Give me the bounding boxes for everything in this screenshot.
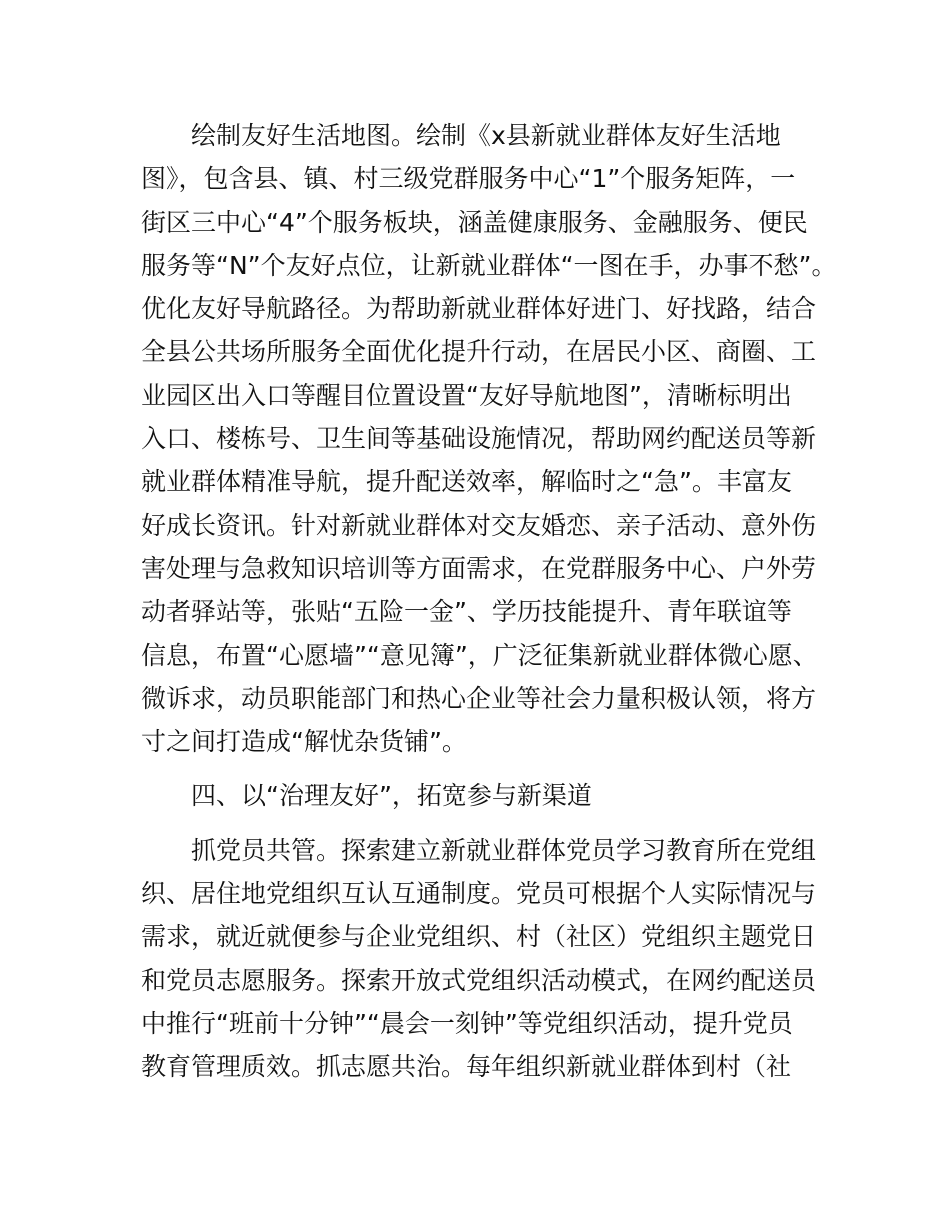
document-body — [141, 114, 841, 1089]
text-line: 寸之间打造成“解忧杂货铺”。 — [141, 727, 467, 757]
text-line: 中推行“班前十分钟”“晨会一刻钟”等党组织活动，提升党员 — [141, 1008, 793, 1038]
text-line: 好成长资讯。针对新就业群体对交友婚恋、亲子活动、意外伤 — [141, 510, 817, 540]
text-line: 入口、楼栋号、卫生间等基础设施情况，帮助网约配送员等新 — [141, 424, 817, 454]
text-line: 图》，包含县、镇、村三级党群服务中心“1”个服务矩阵，一 — [141, 164, 796, 194]
text-line: 微诉求，动员职能部门和热心企业等社会力量积极认领，将方 — [141, 683, 817, 713]
text-line: 和党员志愿服务。探索开放式党组织活动模式，在网约配送员 — [141, 965, 817, 995]
text-line: 动者驿站等，张贴“五险一金”、学历技能提升、青年联谊等 — [141, 597, 792, 627]
text-line: 教育管理质效。抓志愿共治。每年组织新就业群体到村（社 — [141, 1052, 792, 1082]
text-line: 织、居住地党组织互认互通制度。党员可根据个人实际情况与 — [141, 879, 817, 909]
text-line: 服务等“N”个友好点位，让新就业群体“一图在手，办事不愁”。 — [141, 250, 837, 280]
text-line: 抓党员共管。探索建立新就业群体党员学习教育所在党组 — [191, 835, 817, 865]
text-line: 就业群体精准导航，提升配送效率，解临时之“急”。丰富友 — [141, 467, 792, 497]
section-heading: 四、以“治理友好”，拓宽参与新渠道 — [191, 781, 592, 811]
text-line: 需求，就近就便参与企业党组织、村（社区）党组织主题党日 — [141, 922, 817, 952]
text-line: 业园区出入口等醒目位置设置“友好导航地图”，清晰标明出 — [141, 380, 792, 410]
paragraph-party-member-co-management — [141, 829, 841, 1089]
paragraph-friendly-life-map — [141, 114, 841, 763]
text-line: 优化友好导航路径。为帮助新就业群体好进门、好找路，结合 — [141, 294, 817, 324]
text-line: 信息，布置“心愿墙”“意见簿”，广泛征集新就业群体微心愿、 — [141, 640, 818, 670]
text-line: 全县公共场所服务全面优化提升行动，在居民小区、商圈、工 — [141, 337, 817, 367]
text-line: 绘制友好生活地图。绘制《x县新就业群体友好生活地 — [191, 121, 781, 150]
text-line: 街区三中心“4”个服务板块，涵盖健康服务、金融服务、便民 — [141, 207, 808, 237]
text-line: 害处理与急救知识培训等方面需求，在党群服务中心、户外劳 — [141, 553, 817, 583]
